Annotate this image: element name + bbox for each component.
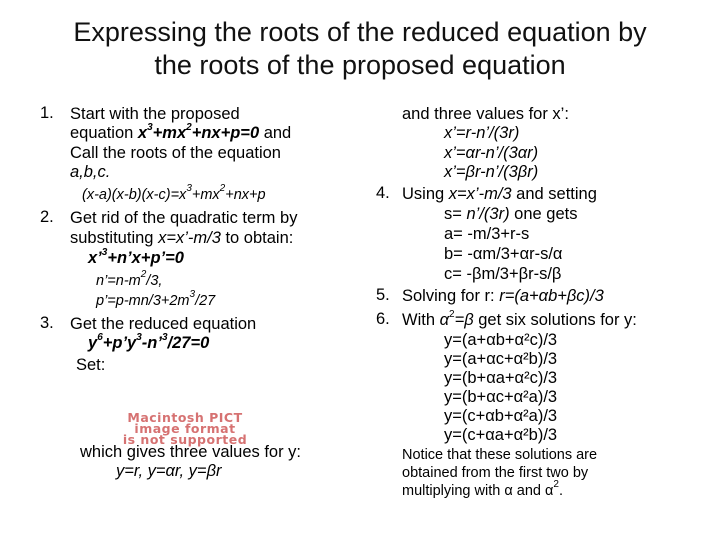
notice-line-3: multiplying with α and $\alpha^2$. [402,479,563,499]
item-4-number: 4. [376,184,390,202]
item-1-line-2 [70,121,292,143]
proposed-equation: $x^3+mx^2+nx+p=0$ [137,121,260,142]
item-4-line-2: s= n’/(3r) one gets [444,205,578,223]
unsupported-image-placeholder [80,410,290,447]
title-line-1: Expressing the roots of the reduced equation by [73,17,647,47]
item-6-line-1: With $\alpha^2=\beta$ get six solutions for y: [402,308,637,329]
root-a: a= -m/3+r-s [444,225,530,243]
which-gives-text: which gives three values for y: [80,443,302,461]
p-prime-definition: $p’=p-mn/3+2m^3/27$ [96,289,216,309]
title-line-2: the roots of the proposed equation [154,50,566,80]
item-6-number: 6. [376,310,390,328]
slide-title [30,16,690,82]
x-value-3: x’=βr-n’/(3βr) [444,163,539,181]
factored-equation: $(x-a)(x-b)(x-c)=x^3+mx^2+nx+p$ [82,183,266,203]
item-1-line-3: Call the roots of the equation [70,144,281,162]
pict-line-2: image format [134,421,236,436]
root-c: c= -βm/3+βr-s/β [444,265,562,283]
solution-3: y=(b+αa+α²c)/3 [444,369,558,387]
item-5-line-1: Solving for r: r=(a+αb+βc)/3 [402,287,604,305]
item-2-number: 2. [40,208,54,226]
pict-line-3: is not supported [122,432,248,447]
item-4-line-1: Using x=x’-m/3 and setting [402,185,597,203]
item-1-line-1: Start with the proposed [70,105,240,123]
item-3-number: 3. [40,314,54,332]
pict-line-1: Macintosh PICT [127,410,243,425]
item-1-number: 1. [40,104,54,122]
item-1-text: equation [70,124,138,142]
solution-2: y=(a+αc+α²b)/3 [444,350,558,368]
x-values-intro: and three values for x’: [402,105,569,123]
item-2-line-2: substituting x=x’-m/3 to obtain: [70,229,294,247]
y-values: y=r, y=αr, y=βr [116,462,222,480]
solution-4: y=(b+αc+α²a)/3 [444,388,558,406]
solution-6: y=(c+αa+α²b)/3 [444,426,558,444]
set-label: Set: [76,356,106,374]
x-value-1: x’=r-n’/(3r) [444,124,520,142]
notice-line-1: Notice that these solutions are [402,447,598,463]
n-prime-definition: $n’=n-m^2/3$, [96,269,163,289]
root-b: b= -αm/3+αr-s/α [444,245,563,263]
solution-1: y=(a+αb+α²c)/3 [444,331,558,349]
x-value-2: x’=αr-n’/(3αr) [444,144,539,162]
depressed-cubic: x’$^3$+n’x+p’=0 [88,246,184,267]
item-3-line-1: Get the reduced equation [70,315,257,333]
item-5-number: 5. [376,286,390,304]
reduced-equation: $y^6+p’y^3-n’^3/27=0$ [88,331,210,352]
solution-5: y=(c+αb+α²a)/3 [444,407,558,425]
item-1-line-4: a,b,c. [70,163,111,181]
notice-line-2: obtained from the first two by [402,465,589,481]
item-1-text-and: and [259,124,292,142]
item-2-line-1: Get rid of the quadratic term by [70,209,298,227]
